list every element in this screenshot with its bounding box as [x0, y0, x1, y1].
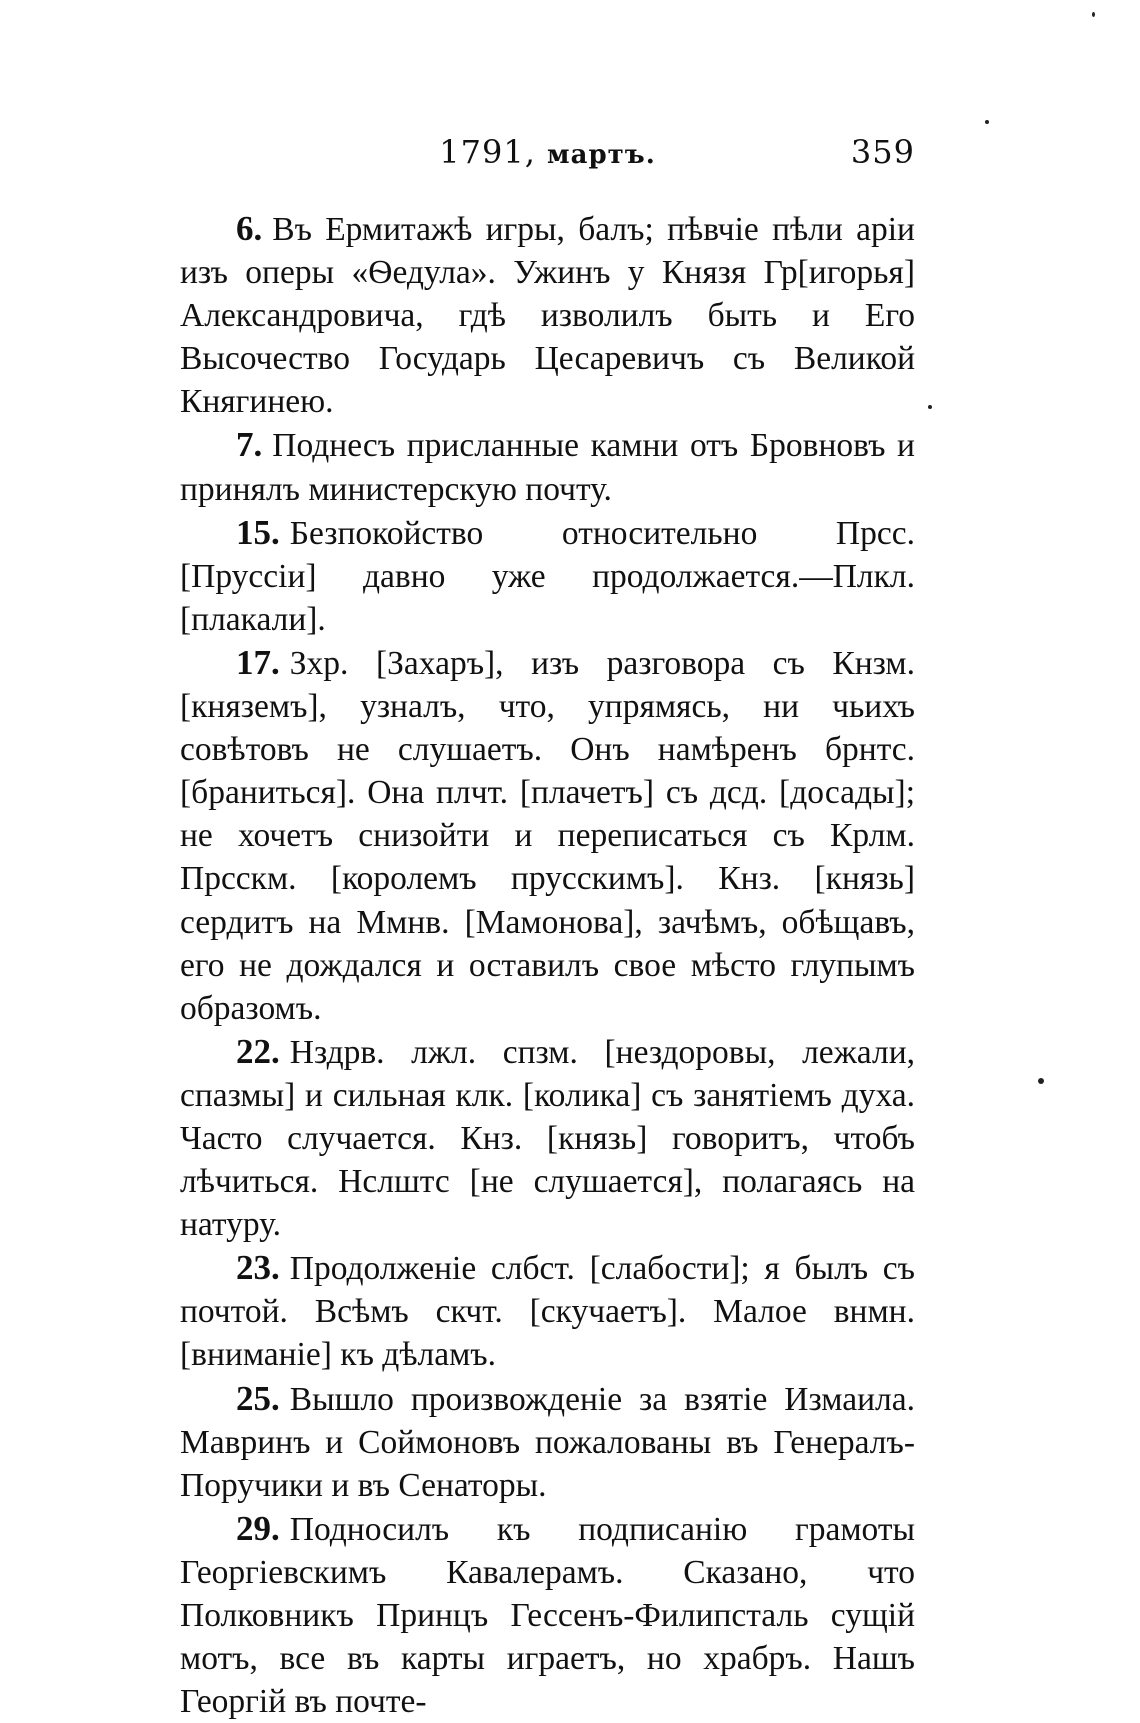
entry-day: 6.	[236, 209, 263, 248]
entry-text: Въ Ермитажѣ игры, балъ; пѣвчіе пѣли аріи изъ оперы «Ѳедула». Ужинъ у Князя Гр[игорья] Александровича, гдѣ изволилъ быть и Его Высочество Государь Цесаревичъ съ Великой Княгинею.	[180, 211, 915, 421]
scan-speck	[1092, 12, 1095, 17]
scan-speck	[985, 120, 989, 124]
diary-entry	[180, 1377, 915, 1507]
diary-entry	[180, 1030, 915, 1246]
diary-entry	[180, 1246, 915, 1376]
page-header	[180, 132, 915, 172]
entry-day: 25.	[236, 1378, 280, 1418]
diary-text	[180, 207, 915, 1723]
diary-entry	[180, 641, 915, 1030]
diary-entry	[180, 207, 915, 423]
running-head	[180, 132, 915, 175]
entry-text: Зхр. [Захаръ], изъ разговора съ Кнзм. [княземъ], узналъ, что, упрямясь, ни чьихъ совѣтовъ не слушаетъ. Онъ намѣренъ брнтс. [браниться]. Она плчт. [плачетъ] съ дсд. [досады]; не хочетъ снизойти и переписаться съ Крлм. Прсскм. [королемъ прусскимъ]. Кнз. [князь] сердитъ на Ммнв. [Мамонова], зачѣмъ, обѣщавъ, его не дождался и оставилъ свое мѣсто глупымъ образомъ.	[180, 644, 915, 1027]
scan-speck	[928, 405, 932, 409]
entry-day: 15.	[236, 512, 280, 552]
diary-entry	[180, 1507, 915, 1723]
scan-speck	[1038, 1078, 1044, 1084]
header-month: мартъ.	[547, 140, 656, 170]
entry-text: Вышло произвожденіе за взятіе Измаила. Мавринъ и Соймоновъ пожалованы въ Генералъ-Поручики и въ Сенаторы.	[180, 1380, 915, 1504]
entry-day: 29.	[236, 1508, 280, 1548]
entry-day: 23.	[236, 1248, 280, 1288]
entry-text: Безпокойство относительно Прсс. [Пруссіи] давно уже продолжается.—Плкл. [плакали].	[180, 514, 915, 638]
header-year: 1791,	[439, 133, 536, 171]
diary-entry	[180, 423, 915, 510]
entry-day: 7.	[236, 425, 263, 465]
page-number: 359	[850, 133, 915, 171]
entry-text: Продолженіе слбст. [слабости]; я былъ съ почтой. Всѣмъ скчт. [скучаетъ]. Малое внмн. [вниманіе] къ дѣламъ.	[180, 1250, 915, 1374]
entry-text: Подносилъ къ подписанію грамоты Георгіевскимъ Кавалерамъ. Сказано, что Полковникъ Принцъ Гессенъ-Филипсталь сущій мотъ, все въ карты играетъ, но храбръ. Нашъ Георгій въ почте-	[180, 1510, 915, 1721]
entry-day: 22.	[236, 1031, 280, 1071]
entry-day: 17.	[236, 642, 280, 682]
entry-text: Поднесъ присланные камни отъ Бровновъ и принялъ министерскую почту.	[180, 427, 915, 508]
diary-entry	[180, 511, 915, 641]
entry-text: Нздрв. лжл. спзм. [нездоровы, лежали, спазмы] и сильная клк. [колика] съ занятіемъ духа. Часто случается. Кнз. [князь] говоритъ, чтобъ лѣчиться. Нслштс [не слушается], полагаясь на натуру.	[180, 1033, 915, 1244]
